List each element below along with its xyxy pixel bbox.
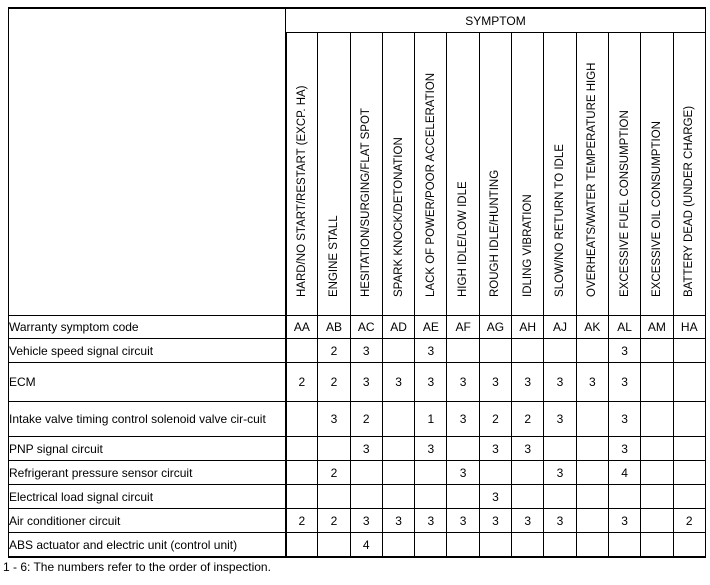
inspection-order-cell: 2: [318, 461, 350, 485]
table-row: [9, 437, 706, 461]
inspection-order-cell: [576, 402, 608, 437]
inspection-order-cell: 3: [479, 485, 511, 509]
inspection-order-cell: [318, 485, 350, 509]
symptom-code-cell: HA: [673, 316, 705, 339]
inspection-order-cell: [673, 485, 705, 509]
inspection-order-cell: [512, 339, 544, 363]
row-label: ECM: [9, 363, 286, 402]
inspection-order-cell: 3: [415, 509, 447, 533]
symptom-header-label: ROUGH IDLE/HUNTING: [489, 169, 502, 297]
inspection-order-cell: 3: [608, 437, 640, 461]
inspection-order-cell: 2: [318, 363, 350, 402]
symptom-code-cell: AH: [512, 316, 544, 339]
symptom-header-label: SPARK KNOCK/DETONATION: [392, 137, 405, 297]
inspection-order-cell: 3: [512, 363, 544, 402]
symptom-header: [318, 33, 350, 316]
inspection-order-cell: [415, 485, 447, 509]
row-label: Electrical load signal circuit: [9, 485, 286, 509]
table-row: [9, 402, 706, 437]
inspection-order-cell: [286, 437, 318, 461]
symptom-header-label: IDLING VIBRATION: [521, 194, 534, 297]
inspection-order-cell: [641, 509, 673, 533]
inspection-order-cell: 3: [544, 363, 576, 402]
symptom-header: [544, 33, 576, 316]
inspection-order-cell: [286, 339, 318, 363]
symptom-header: [641, 33, 673, 316]
inspection-order-cell: 3: [608, 402, 640, 437]
inspection-order-cell: 2: [318, 509, 350, 533]
inspection-order-cell: [608, 533, 640, 558]
inspection-order-cell: [576, 339, 608, 363]
inspection-order-cell: [641, 339, 673, 363]
footnote: 1 - 6: The numbers refer to the order of inspection.: [3, 560, 271, 574]
inspection-order-cell: 3: [350, 363, 382, 402]
inspection-order-cell: [286, 402, 318, 437]
symptom-code-cell: AL: [608, 316, 640, 339]
symptom-code-cell: AB: [318, 316, 350, 339]
inspection-order-cell: 3: [479, 437, 511, 461]
inspection-order-cell: [382, 339, 414, 363]
inspection-order-cell: [479, 461, 511, 485]
inspection-order-cell: 3: [415, 339, 447, 363]
table-row: [9, 339, 706, 363]
inspection-order-cell: [673, 402, 705, 437]
inspection-order-cell: 3: [544, 509, 576, 533]
row-label: Warranty symptom code: [9, 316, 286, 339]
symptom-code-cell: AG: [479, 316, 511, 339]
inspection-order-cell: [447, 533, 479, 558]
symptom-code-cell: AM: [641, 316, 673, 339]
inspection-order-cell: 4: [608, 461, 640, 485]
row-label: Air conditioner circuit: [9, 509, 286, 533]
inspection-order-cell: 3: [608, 363, 640, 402]
inspection-order-cell: [350, 461, 382, 485]
symptom-header: [350, 33, 382, 316]
inspection-order-cell: [447, 339, 479, 363]
inspection-order-cell: 3: [318, 402, 350, 437]
row-label: Refrigerant pressure sensor circuit: [9, 461, 286, 485]
symptom-header: [479, 33, 511, 316]
warranty-code-row: [9, 316, 706, 339]
inspection-order-cell: 3: [382, 509, 414, 533]
inspection-order-cell: [286, 461, 318, 485]
inspection-order-cell: [544, 339, 576, 363]
symptom-header: [608, 33, 640, 316]
symptom-header-label: ENGINE STALL: [327, 215, 340, 297]
inspection-order-cell: [512, 533, 544, 558]
symptom-header-label: EXCESSIVE FUEL CONSUMPTION: [618, 110, 631, 297]
inspection-order-cell: 2: [512, 402, 544, 437]
inspection-order-cell: [673, 437, 705, 461]
inspection-order-cell: [350, 485, 382, 509]
inspection-order-cell: [576, 509, 608, 533]
symptom-header: [286, 33, 318, 316]
inspection-order-cell: 3: [415, 437, 447, 461]
inspection-order-cell: [382, 402, 414, 437]
symptom-header: [576, 33, 608, 316]
inspection-order-cell: [576, 437, 608, 461]
inspection-order-cell: [641, 402, 673, 437]
symptom-header: [673, 33, 705, 316]
inspection-order-cell: [447, 485, 479, 509]
symptom-header-label: HIGH IDLE/LOW IDLE: [457, 181, 470, 297]
table-row: [9, 533, 706, 558]
corner-cell: [9, 8, 286, 316]
inspection-order-cell: 3: [447, 509, 479, 533]
inspection-order-cell: [415, 533, 447, 558]
symptom-header-label: HESITATION/SURGING/FLAT SPOT: [360, 108, 373, 297]
inspection-order-cell: [382, 533, 414, 558]
table-row: [9, 461, 706, 485]
inspection-order-cell: [641, 437, 673, 461]
inspection-order-cell: 3: [608, 339, 640, 363]
inspection-order-cell: [415, 461, 447, 485]
inspection-order-cell: [382, 485, 414, 509]
symptom-code-cell: AE: [415, 316, 447, 339]
inspection-order-cell: 3: [544, 402, 576, 437]
inspection-order-cell: 3: [350, 437, 382, 461]
inspection-order-cell: 2: [318, 339, 350, 363]
inspection-order-cell: [447, 437, 479, 461]
inspection-order-cell: 2: [286, 509, 318, 533]
symptom-header-label: OVERHEATS/WATER TEMPERATURE HIGH: [586, 62, 599, 297]
symptom-code-cell: AA: [286, 316, 318, 339]
inspection-order-cell: [382, 437, 414, 461]
inspection-order-cell: 3: [479, 363, 511, 402]
inspection-order-cell: [641, 461, 673, 485]
inspection-order-cell: [673, 461, 705, 485]
inspection-order-cell: 3: [447, 363, 479, 402]
table-row: [9, 485, 706, 509]
inspection-order-cell: [382, 461, 414, 485]
symptom-header-label: SLOW/NO RETURN TO IDLE: [554, 144, 567, 297]
inspection-order-cell: 2: [286, 363, 318, 402]
table-row: [9, 509, 706, 533]
inspection-order-cell: [286, 485, 318, 509]
symptom-header-label: EXCESSIVE OIL CONSUMPTION: [650, 121, 663, 297]
inspection-order-cell: [673, 339, 705, 363]
inspection-order-cell: [479, 533, 511, 558]
inspection-order-cell: 3: [447, 402, 479, 437]
inspection-order-cell: 3: [447, 461, 479, 485]
inspection-order-cell: [576, 533, 608, 558]
inspection-order-cell: 3: [512, 509, 544, 533]
inspection-order-cell: 3: [479, 509, 511, 533]
inspection-order-cell: [641, 363, 673, 402]
symptom-heading: SYMPTOM: [286, 8, 706, 33]
inspection-order-cell: 1: [415, 402, 447, 437]
row-label: ABS actuator and electric unit (control unit): [9, 533, 286, 558]
inspection-order-cell: 3: [608, 509, 640, 533]
symptom-header: [415, 33, 447, 316]
inspection-order-cell: 3: [350, 339, 382, 363]
inspection-order-cell: 3: [350, 509, 382, 533]
symptom-header: [382, 33, 414, 316]
symptom-code-cell: AC: [350, 316, 382, 339]
inspection-order-cell: 3: [544, 461, 576, 485]
row-label: Intake valve timing control solenoid valve cir-cuit: [9, 402, 286, 437]
inspection-order-cell: [544, 533, 576, 558]
inspection-order-cell: [641, 533, 673, 558]
inspection-order-cell: [286, 533, 318, 558]
symptom-table: [8, 7, 706, 558]
row-label: Vehicle speed signal circuit: [9, 339, 286, 363]
symptom-code-cell: AF: [447, 316, 479, 339]
inspection-order-cell: [318, 533, 350, 558]
inspection-order-cell: 4: [350, 533, 382, 558]
inspection-order-cell: [576, 485, 608, 509]
inspection-order-cell: 3: [415, 363, 447, 402]
inspection-order-cell: 2: [673, 509, 705, 533]
inspection-order-cell: 2: [479, 402, 511, 437]
inspection-order-cell: [544, 485, 576, 509]
inspection-order-cell: [673, 533, 705, 558]
symptom-header-label: BATTERY DEAD (UNDER CHARGE): [683, 105, 696, 297]
inspection-order-cell: 3: [576, 363, 608, 402]
inspection-order-cell: 2: [350, 402, 382, 437]
symptom-header-label: LACK OF POWER/POOR ACCELERATION: [424, 72, 437, 297]
inspection-order-cell: [512, 485, 544, 509]
inspection-order-cell: [608, 485, 640, 509]
inspection-order-cell: [576, 461, 608, 485]
symptom-code-cell: AD: [382, 316, 414, 339]
inspection-order-cell: [512, 461, 544, 485]
inspection-order-cell: [544, 437, 576, 461]
inspection-order-cell: 3: [382, 363, 414, 402]
inspection-order-cell: [673, 363, 705, 402]
inspection-order-cell: [641, 485, 673, 509]
symptom-header-label: HARD/NO START/RESTART (EXCP. HA): [295, 85, 308, 297]
table-row: [9, 363, 706, 402]
symptom-header: [447, 33, 479, 316]
symptom-header: [512, 33, 544, 316]
symptom-code-cell: AK: [576, 316, 608, 339]
inspection-order-cell: [318, 437, 350, 461]
row-label: PNP signal circuit: [9, 437, 286, 461]
inspection-order-cell: [479, 339, 511, 363]
symptom-code-cell: AJ: [544, 316, 576, 339]
inspection-order-cell: 3: [512, 437, 544, 461]
